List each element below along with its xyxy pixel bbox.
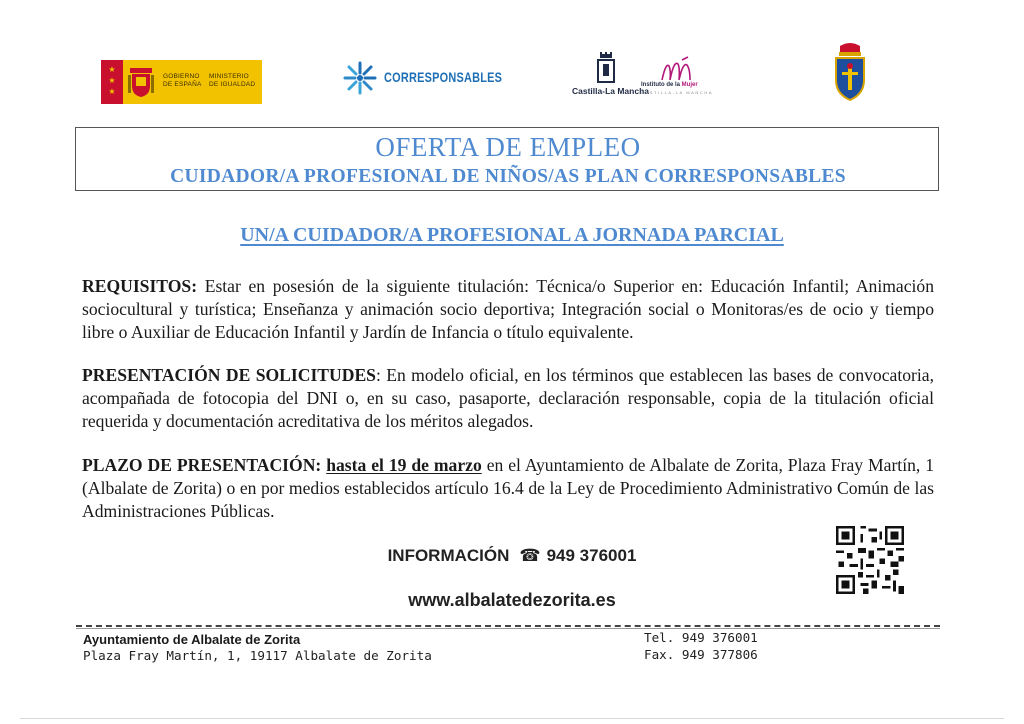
footer-address: Plaza Fray Martín, 1, 19117 Albalate de Zorita xyxy=(83,648,432,663)
requisitos-paragraph xyxy=(82,275,934,344)
clm-name: Castilla-La Mancha xyxy=(572,86,649,96)
gobierno-text: GOBIERNO DE ESPAÑA xyxy=(163,73,202,88)
footer-fax: Fax. 949 377806 xyxy=(644,647,758,662)
presentacion-text: : En modelo oficial, en los términos que establecen las bases de convocatoria, acompañada de fotocopia del DNI o, en su caso, pasaporte, declaración responsable, copia de la titulación oficial requerida y documentación acreditativa de los méritos alegados. xyxy=(82,365,934,431)
website-link[interactable]: www.albalatedezorita.es xyxy=(408,590,616,610)
info-phone: 949 376001 xyxy=(546,546,637,565)
page-title: OFERTA DE EMPLEO xyxy=(375,132,641,162)
plazo-paragraph xyxy=(82,454,934,523)
page-subtitle: CUIDADOR/A PROFESIONAL DE NIÑOS/AS PLAN CORRESPONSABLES xyxy=(170,166,846,187)
stars-icon: ★ ★ ★ xyxy=(108,65,116,96)
instituto-mujer-m-icon xyxy=(660,56,694,82)
title-box xyxy=(75,127,939,191)
footer-org-name: Ayuntamiento de Albalate de Zorita xyxy=(83,632,301,647)
requisitos-text: Estar en posesión de la siguiente titulación: Técnica/o Superior en: Educación Infantil; Animación sociocultural y turística; Enseñanza y animación socio deportiva; Integración social o Monitoras/es de ocio y tiempo libre o Auxiliar de Educación Infantil y Jardín de Infancia o título equivalente. xyxy=(82,276,934,342)
presentacion-paragraph xyxy=(82,364,934,433)
corresponsables-logo xyxy=(342,60,503,96)
royal-shield-icon xyxy=(127,66,155,98)
requisitos-label: REQUISITOS: xyxy=(82,276,198,296)
plazo-label: PLAZO DE PRESENTACIÓN xyxy=(82,455,316,475)
footer-divider xyxy=(76,625,940,629)
castilla-la-mancha-logo xyxy=(568,52,718,100)
gobierno-espana-logo xyxy=(101,60,262,104)
page-edge-line xyxy=(20,718,1004,719)
corresponsables-wordmark: CORRESPONSABLES xyxy=(384,69,503,85)
plazo-deadline: hasta el 19 de marzo xyxy=(326,455,482,475)
qr-code[interactable] xyxy=(834,526,906,594)
plazo-text: en el Ayuntamiento de Albalate de Zorita, Plaza Fray Martín, 1 (Albalate de Zorita) o en por medios establecidos artículo 16.4 de la Ley de Procedimiento Administrativo Común de las Administraciones Públicas. xyxy=(82,455,935,521)
ministerio-text: MINISTERIO DE IGUALDAD xyxy=(209,73,256,88)
instituto-mujer-name: Instituto de la Mujer xyxy=(641,82,698,88)
info-label: INFORMACIÓN xyxy=(387,546,510,565)
corresponsables-flower-icon xyxy=(342,60,378,96)
coat-of-arms-icon xyxy=(830,42,870,102)
phone-icon: ☎ xyxy=(519,546,541,566)
clm-castle-icon xyxy=(596,52,616,84)
plazo-colon: : xyxy=(315,455,327,475)
presentacion-label: PRESENTACIÓN DE SOLICITUDES xyxy=(82,365,376,385)
position-heading: UN/A CUIDADOR/A PROFESIONAL A JORNADA PARCIAL xyxy=(240,224,784,246)
instituto-mujer-region: CASTILLA-LA MANCHA xyxy=(641,90,714,95)
footer-tel: Tel. 949 376001 xyxy=(644,630,758,645)
